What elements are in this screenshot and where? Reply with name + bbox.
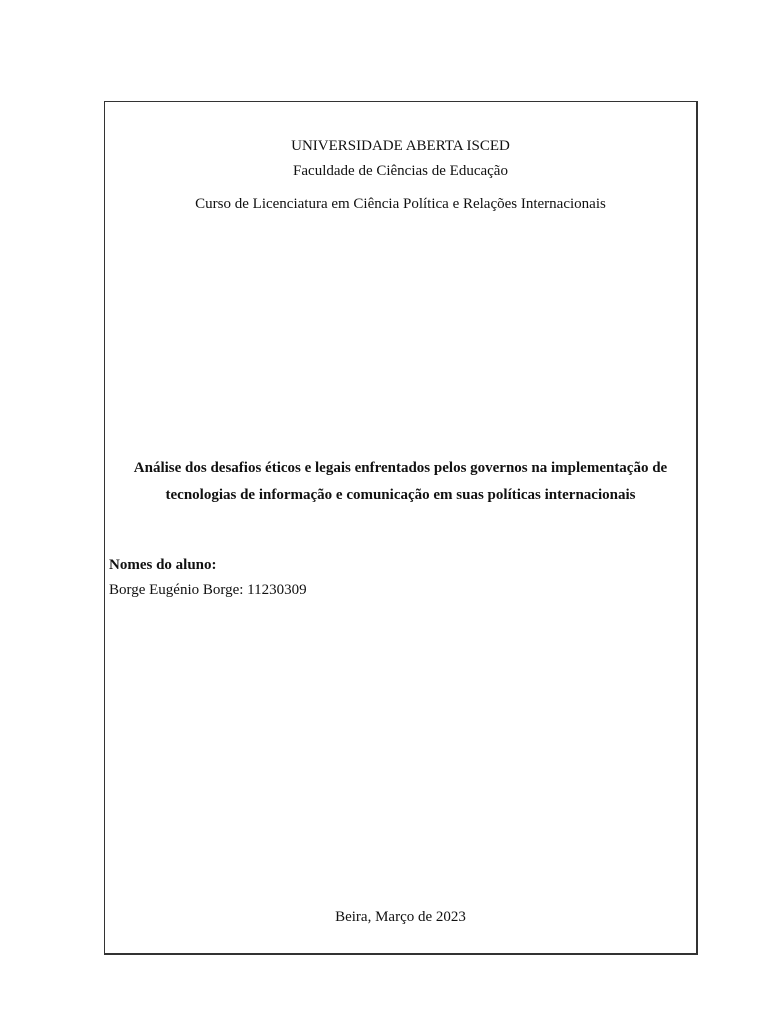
document-title-line-2: tecnologias de informação e comunicação em suas políticas internacionais: [165, 487, 636, 503]
document-title-line-1: Análise dos desafios éticos e legais enfrentados pelos governos na implementação de: [133, 460, 668, 476]
students-label: Nomes do aluno:: [109, 557, 217, 573]
student-entry: Borge Eugénio Borge: 11230309: [109, 582, 307, 598]
place-and-date: Beira, Março de 2023: [335, 909, 466, 925]
document-title: [105, 455, 696, 509]
cover-page-frame: [104, 101, 698, 955]
course-name: Curso de Licenciatura em Ciência Política e Relações Internacionais: [195, 196, 606, 212]
university-name: UNIVERSIDADE ABERTA ISCED: [291, 138, 510, 154]
faculty-name: Faculdade de Ciências de Educação: [293, 163, 508, 179]
